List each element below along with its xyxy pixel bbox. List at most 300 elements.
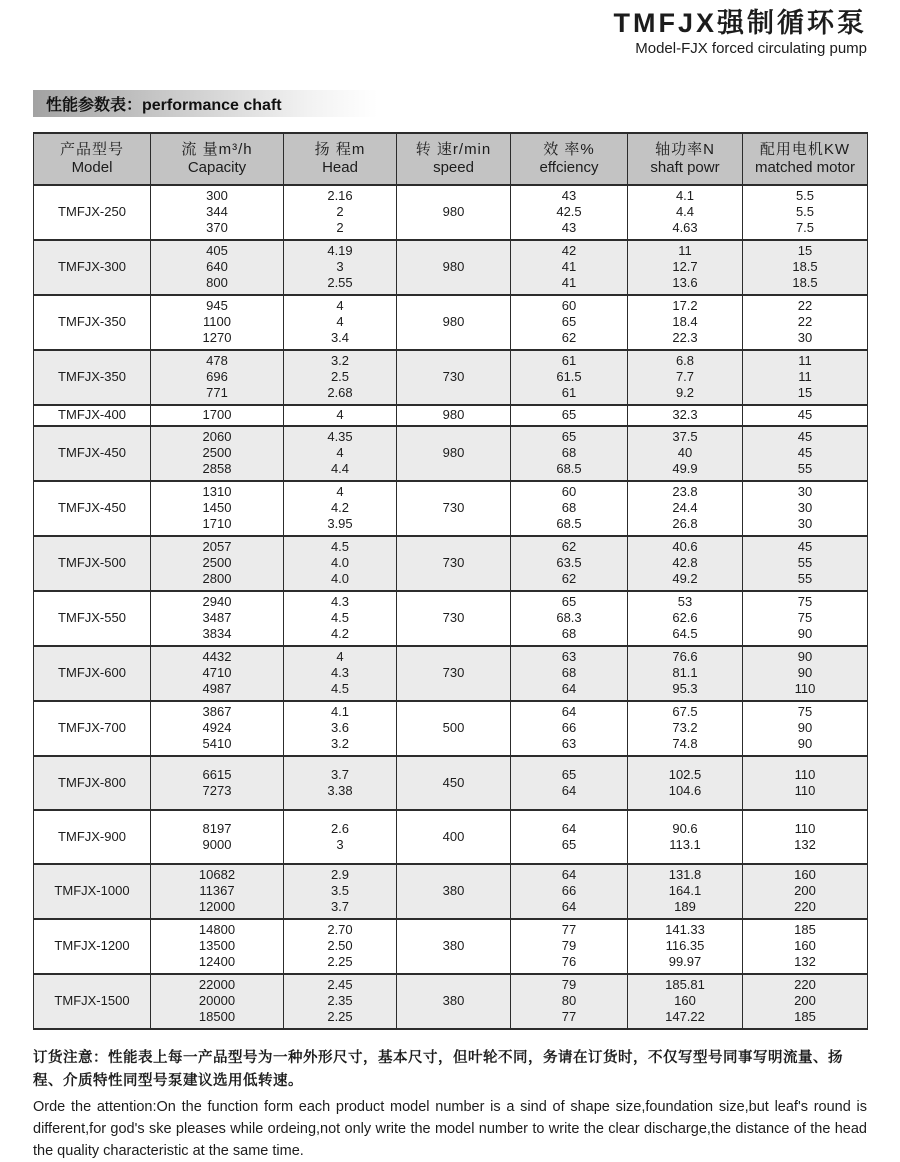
cell-value: 81.1 <box>672 664 698 680</box>
cell-value: 800 <box>206 274 228 290</box>
column-header-cn: 配用电机KW <box>759 140 851 158</box>
cell-capacity <box>151 295 284 350</box>
cell-value: 55 <box>797 460 813 476</box>
cell-value: 4 <box>336 444 344 460</box>
cell-value: 147.22 <box>665 1008 705 1024</box>
cell-efficiency <box>511 810 628 864</box>
column-header-cn: 扬 程m <box>314 140 366 158</box>
cell-efficiency <box>511 481 628 536</box>
cell-value: 64 <box>561 703 577 719</box>
cell-value: 160 <box>794 866 816 882</box>
cell-value: 945 <box>206 297 228 313</box>
cell-value: 4.19 <box>327 242 353 258</box>
cell-value: 77 <box>561 1008 577 1024</box>
cell-value: 68 <box>561 499 577 515</box>
cell-value: TMFJX-250 <box>58 203 126 219</box>
cell-model <box>34 646 151 701</box>
cell-value: 370 <box>206 219 228 235</box>
cell-value: 41 <box>561 258 577 274</box>
cell-value: 2.68 <box>327 384 353 400</box>
cell-value: 5.5 <box>795 203 815 219</box>
column-header-en: shaft powr <box>650 158 720 176</box>
cell-model <box>34 350 151 405</box>
cell-value: 2.6 <box>330 820 350 836</box>
cell-value: 42.5 <box>556 203 582 219</box>
cell-head <box>284 240 397 295</box>
column-header-5 <box>628 133 743 185</box>
cell-value: 11 <box>798 368 812 384</box>
cell-value: 980 <box>442 258 465 274</box>
cell-value: 3.4 <box>330 329 350 345</box>
cell-head <box>284 536 397 591</box>
cell-value: TMFJX-300 <box>58 258 126 274</box>
cell-speed <box>397 919 511 974</box>
cell-value: 63 <box>561 735 577 751</box>
cell-motor <box>743 864 868 919</box>
cell-model <box>34 536 151 591</box>
cell-motor <box>743 810 868 864</box>
cell-value: 220 <box>794 976 816 992</box>
cell-model <box>34 974 151 1029</box>
cell-motor <box>743 295 868 350</box>
cell-value: TMFJX-450 <box>58 444 126 460</box>
cell-head <box>284 405 397 426</box>
cell-value: 45 <box>797 444 813 460</box>
cell-value: TMFJX-350 <box>58 368 126 384</box>
table-row <box>34 405 868 426</box>
cell-value: 4.4 <box>675 203 695 219</box>
cell-value: 65 <box>561 766 577 782</box>
cell-value: 9000 <box>202 836 232 852</box>
cell-value: 12000 <box>198 898 236 914</box>
cell-motor <box>743 405 868 426</box>
order-note-english: Orde the attention:On the function form each product model number is a sind of shape size,foundation size,but leaf's round is different,for god's ske pleases while ordeing,not only write the model number to write the clear discharge,the distance of the head the quality characteristic at the same time. <box>33 1098 867 1159</box>
cell-speed <box>397 701 511 756</box>
cell-value: 405 <box>206 242 228 258</box>
cell-value: 90 <box>797 648 813 664</box>
cell-value: 3.95 <box>327 515 353 531</box>
cell-value: 23.8 <box>672 483 698 499</box>
cell-value: 90 <box>797 625 813 641</box>
cell-value: 110 <box>794 820 816 836</box>
cell-efficiency <box>511 185 628 240</box>
cell-value: 185.81 <box>665 976 705 992</box>
cell-capacity <box>151 701 284 756</box>
cell-value: 730 <box>442 664 465 680</box>
cell-value: 2500 <box>202 554 232 570</box>
cell-value: 6615 <box>202 766 232 782</box>
cell-value: 8197 <box>202 820 232 836</box>
cell-shaft_power <box>628 350 743 405</box>
cell-value: 7273 <box>202 782 232 798</box>
cell-value: 2060 <box>202 428 232 444</box>
cell-value: 13500 <box>198 937 236 953</box>
cell-value: 4.5 <box>330 609 350 625</box>
cell-value: 2.9 <box>330 866 350 882</box>
column-header-cn: 轴功率N <box>655 140 715 158</box>
cell-capacity <box>151 536 284 591</box>
cell-value: 43 <box>561 187 577 203</box>
cell-motor <box>743 646 868 701</box>
cell-value: 4.4 <box>330 460 350 476</box>
cell-value: 3867 <box>202 703 232 719</box>
cell-model <box>34 864 151 919</box>
cell-value: TMFJX-550 <box>58 609 126 625</box>
table-body <box>34 185 868 1029</box>
cell-value: 4710 <box>202 664 232 680</box>
cell-capacity <box>151 240 284 295</box>
cell-value: 15 <box>797 242 813 258</box>
cell-value: 65 <box>561 406 577 422</box>
cell-value: 110 <box>794 782 816 798</box>
column-header-4 <box>511 133 628 185</box>
cell-value: 400 <box>442 828 465 844</box>
cell-value: 2 <box>336 219 344 235</box>
cell-capacity <box>151 974 284 1029</box>
cell-value: 640 <box>206 258 228 274</box>
cell-value: 980 <box>442 444 465 460</box>
cell-efficiency <box>511 240 628 295</box>
cell-head <box>284 810 397 864</box>
cell-value: 3487 <box>202 609 232 625</box>
cell-value: 102.5 <box>668 766 702 782</box>
cell-head <box>284 701 397 756</box>
cell-model <box>34 481 151 536</box>
cell-head <box>284 481 397 536</box>
cell-value: 12400 <box>198 953 236 969</box>
cell-shaft_power <box>628 756 743 810</box>
cell-value: 64 <box>561 680 577 696</box>
column-header-0 <box>34 133 151 185</box>
cell-value: 68.5 <box>556 515 582 531</box>
cell-value: 4987 <box>202 680 232 696</box>
cell-value: TMFJX-600 <box>58 664 126 680</box>
cell-value: 62 <box>561 570 577 586</box>
column-header-2 <box>284 133 397 185</box>
cell-value: 49.9 <box>672 460 698 476</box>
cell-motor <box>743 756 868 810</box>
cell-value: 2 <box>336 203 344 219</box>
cell-speed <box>397 591 511 646</box>
cell-shaft_power <box>628 295 743 350</box>
cell-shaft_power <box>628 240 743 295</box>
cell-value: 79 <box>561 937 577 953</box>
cell-value: 189 <box>674 898 696 914</box>
cell-value: 43 <box>561 219 577 235</box>
table-row <box>34 756 868 810</box>
cell-speed <box>397 810 511 864</box>
column-header-en: Model <box>71 158 113 176</box>
section-heading-bar <box>33 90 378 117</box>
cell-efficiency <box>511 756 628 810</box>
cell-value: 4.3 <box>330 664 350 680</box>
cell-efficiency <box>511 350 628 405</box>
cell-efficiency <box>511 974 628 1029</box>
cell-value: 160 <box>674 992 696 1008</box>
cell-capacity <box>151 919 284 974</box>
cell-value: 730 <box>442 368 465 384</box>
cell-value: 15 <box>797 384 813 400</box>
cell-value: TMFJX-1200 <box>54 937 130 953</box>
cell-value: 1310 <box>202 483 232 499</box>
cell-value: 450 <box>442 774 465 790</box>
cell-value: 3.7 <box>330 898 350 914</box>
cell-shaft_power <box>628 919 743 974</box>
cell-model <box>34 591 151 646</box>
cell-value: 30 <box>797 499 813 515</box>
cell-value: 18.4 <box>672 313 698 329</box>
cell-value: 1450 <box>202 499 232 515</box>
cell-motor <box>743 974 868 1029</box>
cell-head <box>284 646 397 701</box>
column-header-en: speed <box>433 158 474 176</box>
cell-value: 4 <box>336 297 344 313</box>
page-title-chinese: TMFJX强制循环泵 <box>613 8 867 38</box>
cell-value: 730 <box>442 609 465 625</box>
cell-value: 67.5 <box>672 703 698 719</box>
cell-value: 68.3 <box>556 609 582 625</box>
cell-value: 110 <box>794 680 816 696</box>
cell-value: 75 <box>797 703 813 719</box>
page-header <box>33 8 867 59</box>
cell-value: 13.6 <box>672 274 698 290</box>
cell-value: 300 <box>206 187 228 203</box>
cell-efficiency <box>511 295 628 350</box>
cell-value: 30 <box>797 515 813 531</box>
cell-value: 95.3 <box>672 680 698 696</box>
cell-value: 3 <box>336 258 344 274</box>
cell-head <box>284 295 397 350</box>
column-header-1 <box>151 133 284 185</box>
page-title-english: Model-FJX forced circulating pump <box>635 40 867 58</box>
cell-value: 104.6 <box>668 782 702 798</box>
cell-value: 113.1 <box>669 836 701 852</box>
cell-value: 9.2 <box>675 384 695 400</box>
cell-efficiency <box>511 646 628 701</box>
cell-value: 75 <box>797 593 813 609</box>
cell-value: 1100 <box>203 313 231 329</box>
cell-value: 164.1 <box>668 882 702 898</box>
table-row <box>34 646 868 701</box>
cell-value: 80 <box>561 992 577 1008</box>
cell-value: 696 <box>206 368 228 384</box>
cell-motor <box>743 350 868 405</box>
cell-value: 74.8 <box>672 735 698 751</box>
cell-capacity <box>151 591 284 646</box>
cell-motor <box>743 426 868 481</box>
cell-speed <box>397 350 511 405</box>
cell-value: 32.3 <box>672 406 698 422</box>
cell-efficiency <box>511 701 628 756</box>
cell-head <box>284 974 397 1029</box>
cell-shaft_power <box>628 536 743 591</box>
cell-shaft_power <box>628 591 743 646</box>
cell-value: 730 <box>442 499 465 515</box>
cell-value: 2800 <box>202 570 232 586</box>
cell-value: TMFJX-1500 <box>54 992 130 1008</box>
cell-value: 4 <box>336 483 344 499</box>
cell-value: 99.97 <box>668 953 702 969</box>
column-header-cn: 效 率% <box>543 140 595 158</box>
cell-value: TMFJX-900 <box>58 828 126 844</box>
cell-shaft_power <box>628 646 743 701</box>
table-row <box>34 591 868 646</box>
cell-value: 65 <box>561 428 577 444</box>
cell-speed <box>397 185 511 240</box>
cell-value: 1710 <box>202 515 232 531</box>
cell-value: 132 <box>794 953 816 969</box>
cell-value: 4.3 <box>330 593 350 609</box>
cell-value: 116.35 <box>665 937 705 953</box>
cell-value: 185 <box>794 1008 816 1024</box>
performance-table <box>33 132 868 1030</box>
cell-value: 55 <box>797 570 813 586</box>
cell-shaft_power <box>628 481 743 536</box>
cell-shaft_power <box>628 701 743 756</box>
cell-speed <box>397 295 511 350</box>
cell-value: 4.63 <box>672 219 698 235</box>
cell-value: 4.0 <box>330 570 350 586</box>
cell-value: 66 <box>561 719 577 735</box>
cell-value: 22 <box>797 297 813 313</box>
cell-speed <box>397 864 511 919</box>
cell-value: 1270 <box>202 329 232 345</box>
cell-value: 4.35 <box>327 428 353 444</box>
cell-value: 65 <box>561 593 577 609</box>
cell-motor <box>743 240 868 295</box>
cell-speed <box>397 974 511 1029</box>
cell-value: 64 <box>561 820 577 836</box>
cell-value: TMFJX-350 <box>58 313 126 329</box>
cell-value: 3.7 <box>330 766 350 782</box>
cell-value: 2.70 <box>327 921 353 937</box>
cell-value: 2057 <box>202 538 232 554</box>
cell-value: 344 <box>206 203 228 219</box>
cell-value: 3 <box>336 836 344 852</box>
cell-value: 500 <box>442 719 465 735</box>
cell-value: TMFJX-450 <box>58 499 126 515</box>
cell-value: TMFJX-800 <box>58 774 126 790</box>
cell-value: 40.6 <box>672 538 698 554</box>
cell-value: 65 <box>561 836 577 852</box>
cell-value: 62 <box>561 329 577 345</box>
order-notes <box>33 1047 867 1162</box>
cell-model <box>34 295 151 350</box>
cell-value: 64.5 <box>672 625 698 641</box>
table-row <box>34 919 868 974</box>
cell-value: 40 <box>677 444 693 460</box>
cell-speed <box>397 536 511 591</box>
cell-value: 2.55 <box>327 274 353 290</box>
cell-model <box>34 240 151 295</box>
cell-head <box>284 756 397 810</box>
cell-value: 26.8 <box>672 515 698 531</box>
table-row <box>34 864 868 919</box>
cell-value: 17.2 <box>672 297 698 313</box>
cell-value: 30 <box>797 329 813 345</box>
cell-value: 3834 <box>202 625 232 641</box>
cell-value: 73.2 <box>672 719 698 735</box>
table-head <box>34 133 868 185</box>
cell-value: 62 <box>561 538 577 554</box>
cell-shaft_power <box>628 426 743 481</box>
cell-value: 200 <box>794 992 816 1008</box>
cell-value: 90.6 <box>672 820 698 836</box>
cell-value: 45 <box>797 406 813 422</box>
cell-efficiency <box>511 864 628 919</box>
cell-value: 4.5 <box>330 680 350 696</box>
cell-efficiency <box>511 405 628 426</box>
cell-value: 771 <box>206 384 228 400</box>
cell-capacity <box>151 185 284 240</box>
column-header-cn: 产品型号 <box>59 140 124 158</box>
cell-value: 45 <box>797 538 813 554</box>
cell-motor <box>743 591 868 646</box>
cell-value: 4 <box>336 313 344 329</box>
cell-value: 2.5 <box>330 368 350 384</box>
cell-value: 12.7 <box>672 258 698 274</box>
cell-value: 64 <box>561 898 577 914</box>
cell-value: 24.4 <box>672 499 698 515</box>
cell-value: 3.2 <box>330 735 350 751</box>
cell-value: 4.1 <box>675 187 695 203</box>
cell-speed <box>397 240 511 295</box>
cell-value: 3.38 <box>327 782 353 798</box>
cell-model <box>34 405 151 426</box>
cell-value: 3.6 <box>330 719 350 735</box>
cell-model <box>34 701 151 756</box>
cell-model <box>34 426 151 481</box>
cell-efficiency <box>511 536 628 591</box>
cell-head <box>284 185 397 240</box>
cell-value: 131.8 <box>668 866 702 882</box>
cell-value: 60 <box>561 297 577 313</box>
cell-value: 11 <box>798 352 812 368</box>
cell-value: 200 <box>794 882 816 898</box>
cell-value: 478 <box>206 352 228 368</box>
cell-model <box>34 810 151 864</box>
cell-value: 2.16 <box>327 187 353 203</box>
cell-value: 18500 <box>198 1008 236 1024</box>
cell-value: 63.5 <box>556 554 582 570</box>
cell-value: 65 <box>561 313 577 329</box>
table-row <box>34 295 868 350</box>
cell-value: 380 <box>442 882 465 898</box>
cell-model <box>34 756 151 810</box>
cell-value: 37.5 <box>672 428 698 444</box>
cell-capacity <box>151 405 284 426</box>
cell-value: 61.5 <box>556 368 582 384</box>
column-header-en: matched motor <box>754 158 856 176</box>
cell-head <box>284 591 397 646</box>
cell-value: 63 <box>561 648 577 664</box>
cell-value: 18.5 <box>792 274 818 290</box>
cell-speed <box>397 756 511 810</box>
cell-value: 76 <box>561 953 577 969</box>
order-note-chinese: 订货注意：性能表上每一产品型号为一种外形尺寸，基本尺寸，但叶轮不同，务请在订货时，不仅写型号同事写明流量、扬程、介质特性同型号泵建议选用低转速。 <box>33 1049 843 1089</box>
cell-value: 76.6 <box>672 648 698 664</box>
cell-capacity <box>151 864 284 919</box>
cell-value: 66 <box>561 882 577 898</box>
table-row <box>34 240 868 295</box>
cell-value: 60 <box>561 483 577 499</box>
column-header-en: effciency <box>539 158 599 176</box>
cell-value: 980 <box>442 313 465 329</box>
cell-value: 64 <box>561 782 577 798</box>
cell-head <box>284 350 397 405</box>
cell-value: 7.7 <box>675 368 695 384</box>
cell-value: 18.5 <box>792 258 818 274</box>
